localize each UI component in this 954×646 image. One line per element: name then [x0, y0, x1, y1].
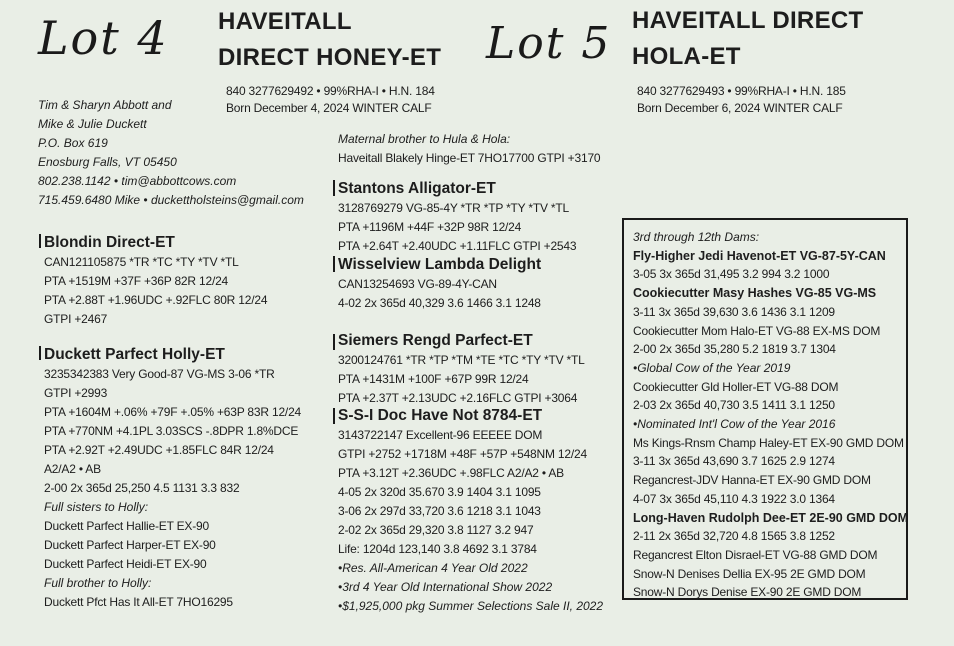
dam-line: A2/A2 • AB	[44, 462, 101, 476]
dam-history-line: Regancrest Elton Disrael-ET VG-88 GMD DOM	[633, 547, 878, 562]
dam3-line: GTPI +2752 +1718M +48F +57P +548NM 12/24	[338, 447, 587, 461]
dam-history-line: 2-03 2x 365d 40,730 3.5 1411 3.1 1250	[633, 398, 835, 413]
owner-contact-mike: 715.459.6480 Mike • duckettholsteins@gmail.com	[38, 193, 304, 207]
dam-line: 3235342383 Very Good-87 VG-MS 3-06 *TR	[44, 367, 275, 381]
lot4-label: Lot 4	[38, 11, 169, 65]
dam-line: PTA +1604M +.06% +79F +.05% +63P 83R 12/24	[44, 405, 302, 419]
dam-history-line: Snow-N Denises Dellia EX-95 2E GMD DOM	[633, 566, 866, 581]
lot4-title-line2: DIRECT HONEY-ET	[218, 44, 442, 71]
sire2-block	[338, 178, 576, 256]
sire-block	[44, 232, 267, 329]
sisters-label: Full sisters to Holly:	[44, 500, 149, 514]
dam-history-line: 3-05 3x 365d 31,495 3.2 994 3.2 1000	[633, 267, 830, 282]
lot4-born-line: Born December 4, 2024 WINTER CALF	[226, 101, 432, 115]
dam-history-line: Cookiecutter Mom Halo-ET VG-88 EX-MS DOM	[633, 323, 881, 338]
owner-contact-tim: 802.238.1142 • tim@abbottcows.com	[38, 174, 237, 188]
dam3-note: •3rd 4 Year Old International Show 2022	[338, 580, 553, 594]
brother-entry: Duckett Pfct Has It All-ET 7HO16295	[44, 595, 233, 609]
owner-block	[38, 96, 304, 210]
dam-accent-bar	[39, 346, 41, 360]
dam-history-line: Snow-N Dorys Denise EX-90 2E GMD DOM	[633, 585, 862, 600]
owner-line: Mike & Julie Duckett	[38, 117, 147, 131]
dam-history-line: 2-11 2x 365d 32,720 4.8 1565 3.8 1252	[633, 529, 835, 544]
dam-line: PTA +770NM +4.1PL 3.03SCS -.8DPR 1.8%DCE	[44, 424, 299, 438]
lot5-title-line1: HAVEITALL DIRECT	[632, 7, 864, 34]
dam2-line: 4-02 2x 365d 40,329 3.6 1466 3.1 1248	[338, 296, 541, 310]
dams-box	[622, 218, 908, 600]
sire-line: CAN121105875 *TR *TC *TY *TV *TL	[44, 255, 239, 269]
lot5-label: Lot 5	[486, 18, 612, 69]
dam-history-line: Cookiecutter Gld Holler-ET VG-88 DOM	[633, 379, 839, 394]
dam3-line: 3143722147 Excellent-96 EEEEE DOM	[338, 428, 543, 442]
dam3-line: 2-02 2x 365d 29,320 3.8 1127 3.2 947	[338, 523, 534, 537]
dam3-note: •Res. All-American 4 Year Old 2022	[338, 561, 528, 575]
dam-history-line: Fly-Higher Jedi Havenot-ET VG-87-5Y-CAN	[633, 248, 886, 263]
dam-history-line: 3-11 3x 365d 39,630 3.6 1436 3.1 1209	[633, 304, 835, 319]
dam2-name: Wisselview Lambda Delight	[338, 256, 542, 273]
sire2-line: PTA +2.64T +2.40UDC +1.11FLC GTPI +2543	[338, 239, 577, 253]
lot4-reg-line: 840 3277629492 • 99%RHA-I • H.N. 184	[226, 84, 435, 98]
dam-history-line: Regancrest-JDV Hanna-ET EX-90 GMD DOM	[633, 473, 871, 488]
sire3-block	[338, 330, 585, 408]
dam-history-line: 3-11 3x 365d 43,690 3.7 1625 2.9 1274	[633, 454, 835, 469]
dam3-line: PTA +3.12T +2.36UDC +.98FLC A2/A2 • AB	[338, 466, 564, 480]
sire2-line: 3128769279 VG-85-4Y *TR *TP *TY *TV *TL	[338, 201, 569, 215]
dam2-accent-bar	[333, 256, 335, 272]
sire-name: Blondin Direct-ET	[44, 234, 175, 251]
lot5-reg-line: 840 3277629493 • 99%RHA-I • H.N. 185	[637, 84, 846, 98]
sire3-line: PTA +2.37T +2.13UDC +2.16FLC GTPI +3064	[338, 391, 578, 405]
owner-line: Enosburg Falls, VT 05450	[38, 155, 177, 169]
maternal-label: Maternal brother to Hula & Hola:	[338, 132, 511, 146]
sire2-line: PTA +1196M +44F +32P 98R 12/24	[338, 220, 522, 234]
sister-entry: Duckett Parfect Hallie-ET EX-90	[44, 519, 209, 533]
sire3-accent-bar	[333, 334, 335, 350]
sire3-name: Siemers Rengd Parfect-ET	[338, 332, 533, 349]
dam-history-line: Ms Kings-Rnsm Champ Haley-ET EX-90 GMD DOM	[633, 435, 904, 450]
sire3-line: PTA +1431M +100F +67P 99R 12/24	[338, 372, 529, 386]
dam-history-line: 2-00 2x 365d 35,280 5.2 1819 3.7 1304	[633, 342, 836, 357]
dam-history-line: Long-Haven Rudolph Dee-ET 2E-90 GMD DOM	[633, 510, 909, 525]
dam-history-line: 4-07 3x 365d 45,110 4.3 1922 3.0 1364	[633, 491, 835, 506]
sire3-line: 3200124761 *TR *TP *TM *TE *TC *TY *TV *TL	[338, 353, 585, 367]
dam-name: Duckett Parfect Holly-ET	[44, 346, 225, 363]
sire-line: PTA +2.88T +1.96UDC +.92FLC 80R 12/24	[44, 293, 268, 307]
dam2-line: CAN13254693 VG-89-4Y-CAN	[338, 277, 497, 291]
sister-entry: Duckett Parfect Harper-ET EX-90	[44, 538, 216, 552]
dam3-line: Life: 1204d 123,140 3.8 4692 3.1 3784	[338, 542, 537, 556]
dam3-line: 3-06 2x 297d 33,720 3.6 1218 3.1 1043	[338, 504, 541, 518]
dam-line: GTPI +2993	[44, 386, 108, 400]
dam3-name: S-S-I Doc Have Not 8784-ET	[338, 407, 543, 424]
lot5-born-line: Born December 6, 2024 WINTER CALF	[637, 101, 843, 115]
sire-line: GTPI +2467	[44, 312, 108, 326]
dam-line: PTA +2.92T +2.49UDC +1.85FLC 84R 12/24	[44, 443, 274, 457]
sire-accent-bar	[39, 234, 41, 248]
dam-block	[44, 344, 301, 612]
dam3-block	[338, 405, 603, 616]
sire2-accent-bar	[333, 180, 335, 196]
owner-line: P.O. Box 619	[38, 136, 108, 150]
dam3-line: 4-05 2x 320d 35.670 3.9 1404 3.1 1095	[338, 485, 541, 499]
brother-label: Full brother to Holly:	[44, 576, 152, 590]
dam-history-line: •Global Cow of the Year 2019	[633, 360, 791, 375]
dam3-note: •$1,925,000 pkg Summer Selections Sale II, 2022	[338, 599, 604, 613]
dam2-block	[338, 254, 541, 313]
sire-line: PTA +1519M +37F +36P 82R 12/24	[44, 274, 229, 288]
maternal-text: Haveitall Blakely Hinge-ET 7HO17700 GTPI +3170	[338, 151, 601, 165]
lot5-title-line2: HOLA-ET	[632, 43, 741, 70]
sister-entry: Duckett Parfect Heidi-ET EX-90	[44, 557, 207, 571]
owner-line: Tim & Sharyn Abbott and	[38, 98, 172, 112]
dam-history-line: Cookiecutter Masy Hashes VG-85 VG-MS	[633, 286, 877, 301]
lot4-title-line1: HAVEITALL	[218, 8, 352, 35]
dam3-accent-bar	[333, 408, 335, 424]
sire2-name: Stantons Alligator-ET	[338, 180, 496, 197]
dam-line: 2-00 2x 365d 25,250 4.5 1131 3.3 832	[44, 481, 240, 495]
dams-box-label: 3rd through 12th Dams:	[633, 230, 760, 244]
maternal-block	[338, 130, 600, 168]
dam-history-line: •Nominated Int'l Cow of the Year 2016	[633, 417, 836, 432]
